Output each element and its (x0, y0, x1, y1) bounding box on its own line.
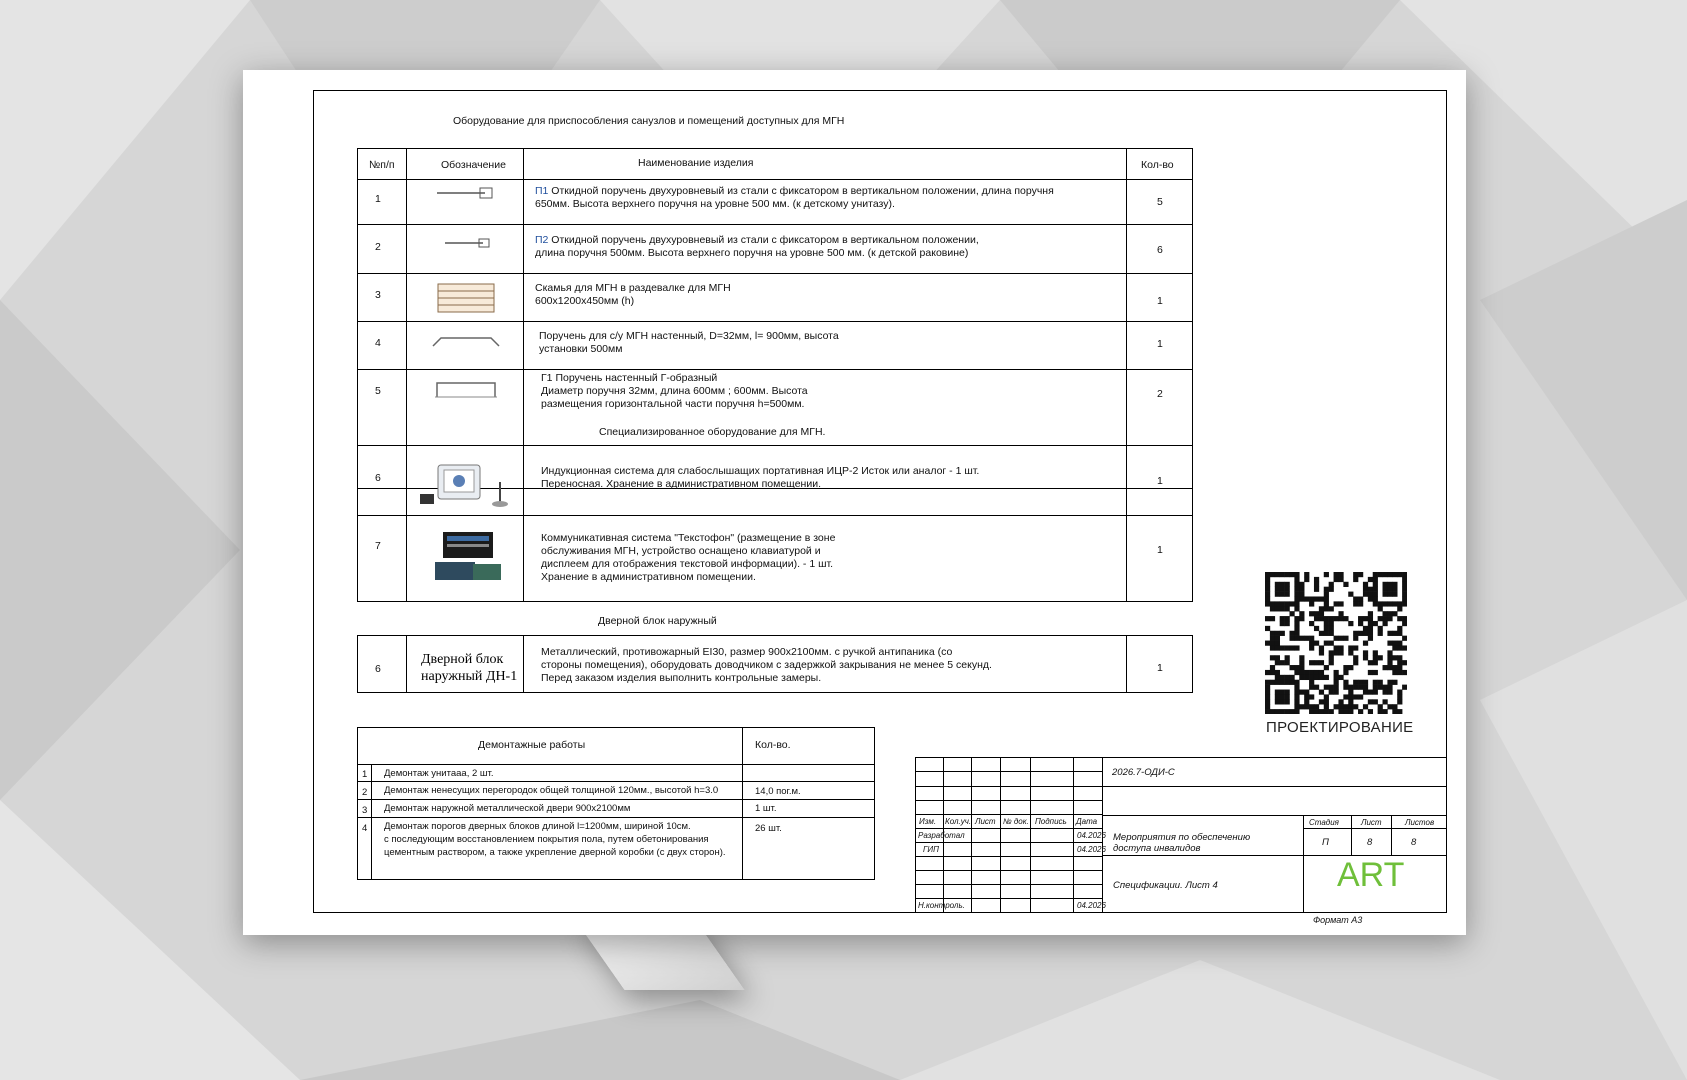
item-code: П2 (535, 234, 549, 246)
stage-value: П (1322, 837, 1329, 848)
row-qty: 5 (1157, 196, 1163, 208)
bench-icon (437, 283, 495, 313)
row-text: Поручень для с/у МГН настенный, D=32мм, l= 900мм, высота установки 500мм (539, 330, 839, 355)
header-num: №п/п (369, 159, 395, 171)
row-qty: 6 (1157, 244, 1163, 256)
sheet-value: 8 (1367, 837, 1373, 848)
row-num: 5 (375, 385, 381, 397)
qr-code (1265, 572, 1407, 714)
stage-header: Стадия (1309, 818, 1339, 827)
stamp-col-header: № док. (1003, 817, 1029, 826)
induction-system-image (418, 462, 516, 508)
door-designation: Дверной блок наружный ДН-1 (421, 652, 518, 684)
header-qty: Кол-во (1141, 159, 1174, 171)
section-title: Специализированное оборудование для МГН. (599, 426, 826, 438)
stamp-col-header: Изм. (919, 817, 937, 826)
row-num: 4 (375, 337, 381, 349)
textophone-image (433, 530, 505, 586)
stamp-col-header: Лист (975, 817, 996, 826)
row-num: 6 (375, 472, 381, 484)
date-value: 04.2026 (1077, 901, 1106, 910)
header-designation: Обозначение (441, 159, 506, 171)
demolition-row-num: 2 (362, 787, 368, 798)
sheets-value: 8 (1411, 837, 1417, 848)
header-name: Наименование изделия (638, 157, 754, 169)
developed-label: Разработал (918, 831, 965, 840)
row-text: Скамья для МГН в раздевалке для МГН 600х1200х450мм (h) (535, 282, 731, 307)
item-code: П1 (535, 185, 549, 197)
row-qty: 1 (1157, 295, 1163, 307)
section-title: Дверной блок наружный (598, 615, 717, 627)
demolition-row-num: 1 (362, 769, 368, 780)
handrail-p2-icon (443, 236, 493, 250)
demolition-title: Демонтажные работы (478, 739, 586, 751)
sheets-header: Листов (1405, 818, 1435, 827)
row-text: П2 Откидной поручень двухуровневый из стали с фиксатором в вертикальном положении, длина поручня 500мм. Высота верхнего поручня на уровне 500 мм. (к детской раковине) (535, 234, 979, 259)
demolition-row-text: Демонтаж наружной металлической двери 900х2100мм (384, 803, 631, 814)
row-text: Г1 Поручень настенный Г-образный Диаметр поручня 32мм, длина 600мм ; 600мм. Высота размещения горизонтальной части поручня h=500мм. (541, 372, 808, 410)
row-qty: 1 (1157, 338, 1163, 350)
doc-code: 2026.7-ОДИ-С (1112, 767, 1175, 778)
row-text: Индукционная система для слабослышащих портативная ИЦР-2 Исток или аналог - 1 шт. Переносная. Хранение в административном помещении. (541, 465, 980, 490)
demolition-row-qty: 26 шт. (755, 823, 782, 834)
demolition-row-num: 3 (362, 805, 368, 816)
demolition-row-text: Демонтаж ненесущих перегородок общей толщиной 120мм., высотой h=3.0 (384, 785, 719, 796)
row-qty: 1 (1157, 475, 1163, 487)
company-logo: ART (1337, 856, 1405, 894)
date-value: 04.2026 (1077, 831, 1106, 840)
sheet-header: Лист (1361, 818, 1382, 827)
demolition-row-text: Демонтаж порогов дверных блоков длиной l=1200мм, шириной 10см. с последующим восстановлением покрытия пола, путем обетонирования цементным раствором, а также укрепление дверной коробки (с двух сторон). (384, 821, 726, 858)
gip-label: ГИП (923, 845, 939, 854)
row-num: 6 (375, 663, 381, 675)
demolition-qty-header: Кол-во. (755, 739, 791, 751)
row-qty: 1 (1157, 544, 1163, 556)
demolition-row-qty: 1 шт. (755, 803, 777, 814)
row-text: Коммуникативная система "Текстофон" (размещение в зоне обслуживания МГН, устройство оснащено клавиатурой и дисплеем для отображения текстовой информации). - 1 шт. Хранение в административном помещении. (541, 532, 836, 583)
wall-handrail-icon (431, 334, 503, 348)
qr-caption: ПРОЕКТИРОВАНИЕ (1266, 719, 1414, 736)
row-num: 3 (375, 289, 381, 301)
stamp-col-header: Дата (1076, 817, 1098, 826)
demolition-row-text: Демонтаж унитааа, 2 шт. (384, 768, 494, 779)
stamp-col-header: Подпись (1035, 817, 1067, 826)
format-label: Формат А3 (1313, 915, 1363, 925)
row-qty: 2 (1157, 388, 1163, 400)
date-value: 04.2026 (1077, 845, 1106, 854)
row-num: 1 (375, 193, 381, 205)
row-text: Металлический, противожарный EI30, размер 900х2100мм. с ручкой антипаника (со стороны помещения), оборудовать доводчиком с задержкой закрывания не менее 5 секунд. Перед заказом изделия выполнить контрольные замеры. (541, 646, 992, 684)
drawing-sheet (243, 70, 1466, 935)
handrail-p1-icon (435, 186, 495, 200)
control-label: Н.контроль. (918, 901, 965, 910)
row-qty: 1 (1157, 662, 1163, 674)
row-num: 2 (375, 241, 381, 253)
row-text: П1 Откидной поручень двухуровневый из стали с фиксатором в вертикальном положении, длина поручня 650мм. Высота верхнего поручня на уровне 500 мм. (к детскому унитазу). (535, 185, 1054, 210)
page-title: Оборудование для приспособления санузлов и помещений доступных для МГН (453, 115, 845, 127)
demolition-row-qty: 14,0 пог.м. (755, 786, 801, 797)
demolition-row-num: 4 (362, 823, 368, 834)
project-name: Мероприятия по обеспечению доступа инвалидов (1113, 832, 1251, 854)
sheet-title: Спецификации. Лист 4 (1113, 880, 1218, 891)
g-handrail-icon (433, 379, 501, 399)
row-num: 7 (375, 540, 381, 552)
stamp-col-header: Кол.уч. (945, 817, 972, 826)
